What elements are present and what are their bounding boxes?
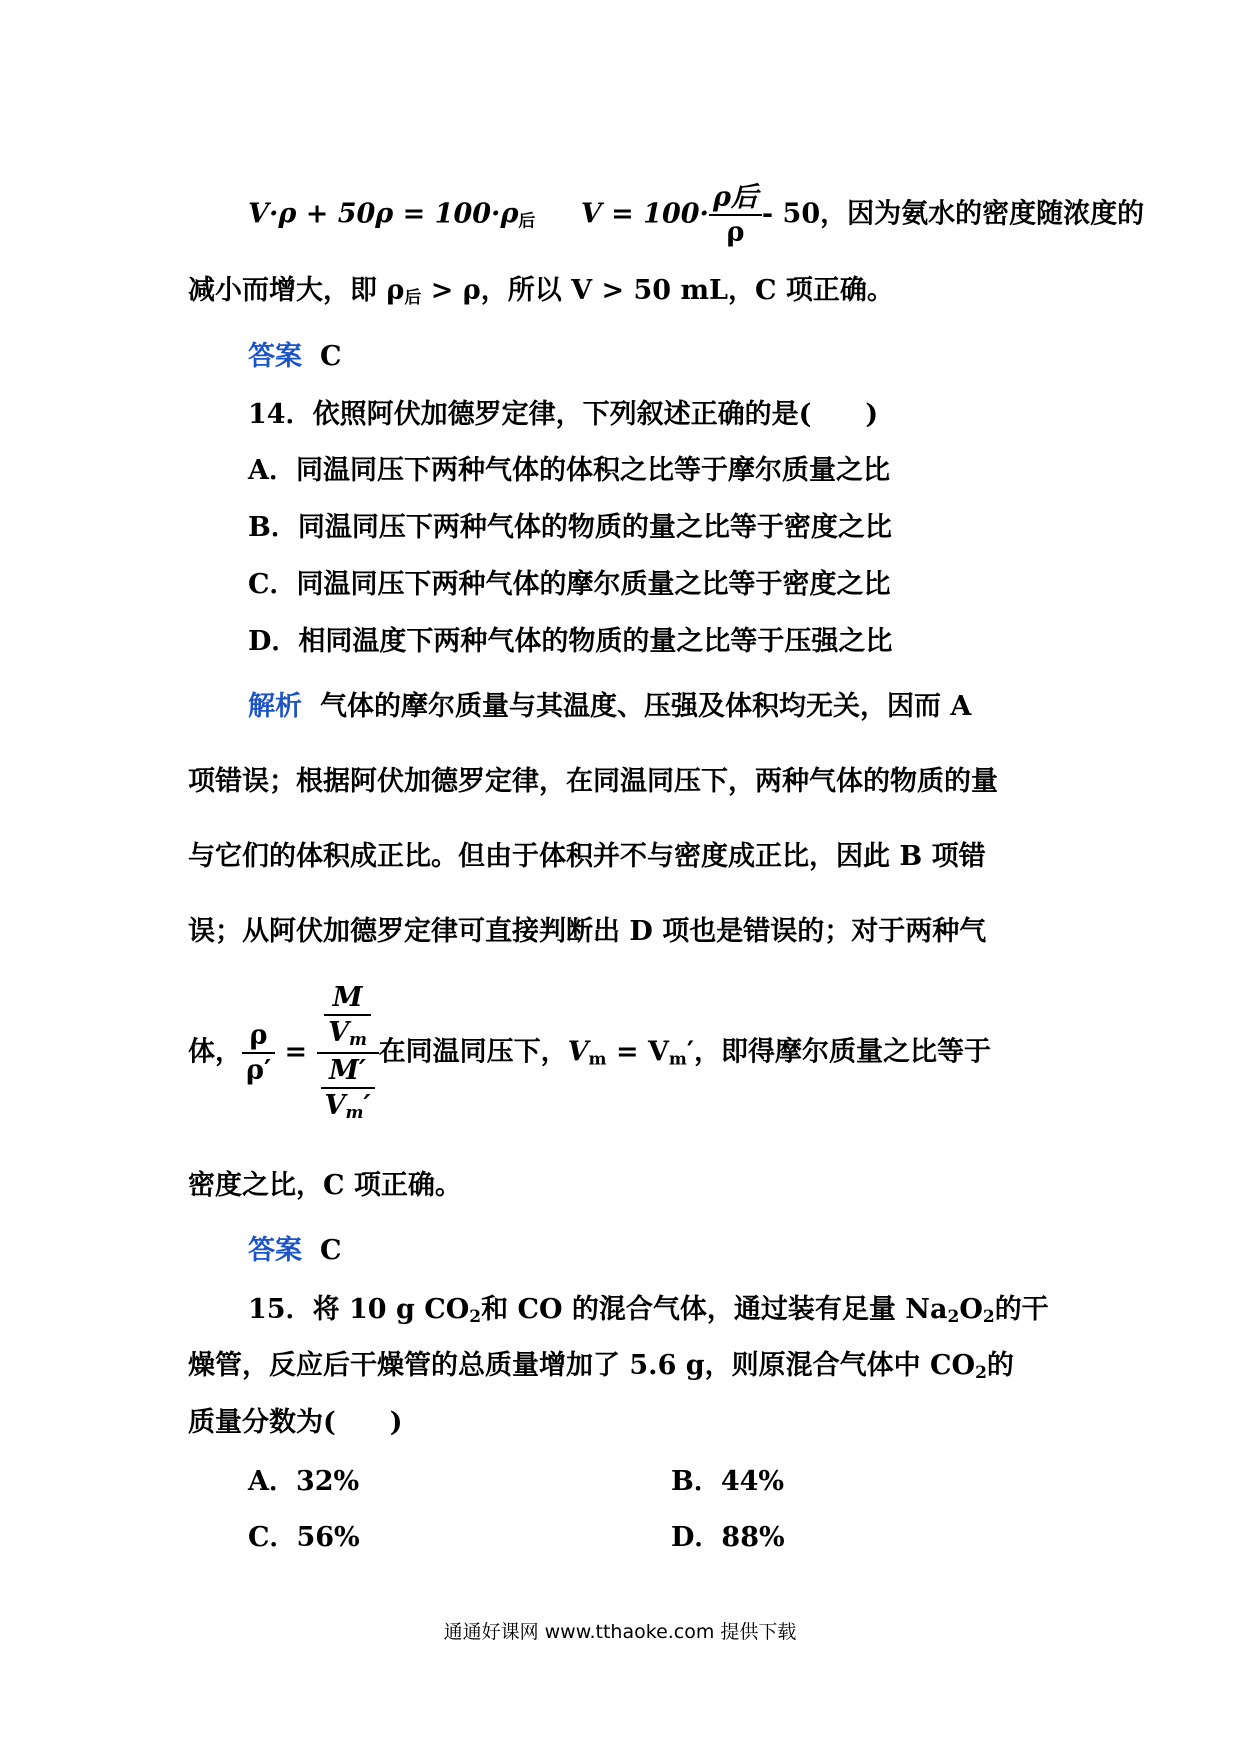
vm-eq-c: ′，即得摩尔质量之比等于 bbox=[686, 1036, 992, 1068]
molar-fraction bbox=[317, 984, 379, 1122]
question-14-option-a: A．同温同压下两种气体的体积之比等于摩尔质量之比 bbox=[248, 455, 890, 486]
line2-b: > ρ，所以 V > 50 mL，C 项正确。 bbox=[421, 275, 894, 306]
page-footer: 通通好课网 www.tthaoke.com 提供下载 bbox=[443, 1621, 797, 1643]
molar-num bbox=[317, 984, 379, 1054]
question-15-line-3: 质量分数为( ) bbox=[188, 1407, 403, 1438]
formula-sub-hou: 后 bbox=[518, 211, 536, 232]
m-over-vm bbox=[324, 984, 371, 1049]
answer-label-2: 答案 bbox=[248, 1235, 302, 1266]
line2-a: 减小而增大，即 ρ bbox=[188, 275, 405, 306]
question-15-line-2: 燥管，反应后干燥管的总质量增加了 5.6 g，则原混合气体中 $CO_2$的 bbox=[188, 1350, 1014, 1383]
paragraph-line bbox=[188, 273, 894, 316]
m-prime-letter: M′ bbox=[321, 1057, 375, 1089]
question-15-option-c: C．56% bbox=[248, 1522, 360, 1553]
analysis-line-1 bbox=[248, 689, 971, 725]
molar-den bbox=[317, 1054, 379, 1122]
question-14-option-c: C．同温同压下两种气体的摩尔质量之比等于密度之比 bbox=[248, 569, 891, 600]
formula-part3: - 50，因为氨水的密度随浓度的 bbox=[761, 198, 1145, 230]
question-15-option-b: B．44% bbox=[671, 1466, 785, 1497]
analysis-line-6: 密度之比，C 项正确。 bbox=[188, 1170, 462, 1201]
mprime-over-vmprime bbox=[321, 1057, 375, 1122]
vm-eq-b: = V bbox=[606, 1036, 669, 1068]
analysis-line5-mid: 在同温同压下， bbox=[378, 1036, 568, 1068]
analysis-line-2: 项错误；根据阿伏加德罗定律，在同温同压下，两种气体的物质的量 bbox=[188, 766, 998, 797]
analysis-line5-start: 体， bbox=[188, 1036, 242, 1068]
rho-fraction bbox=[242, 1022, 275, 1084]
analysis-label: 解析 bbox=[248, 691, 302, 722]
formula-part1: V·ρ + 50ρ = 100·ρ bbox=[248, 198, 519, 230]
formula-line bbox=[248, 184, 1144, 246]
m-letter: M bbox=[324, 984, 371, 1016]
answer-row bbox=[248, 339, 342, 375]
analysis-line-5: 体， $\frac{\rho}{\rho'}$ = $\frac{\frac{M}{V_m}}{\frac{M'}{V_m'}}$ 在同温同压下，$V_m = V_m'$，即得摩尔质量之比等于 bbox=[188, 982, 992, 1123]
vm-prime-letter: $V_m'$ bbox=[324, 1090, 371, 1123]
rho-den: ρ′ bbox=[246, 1055, 272, 1086]
line2-sub: 后 bbox=[404, 288, 422, 308]
answer-row-2 bbox=[248, 1233, 342, 1269]
question-14-option-d: D．相同温度下两种气体的物质的量之比等于压强之比 bbox=[248, 626, 893, 657]
analysis-line-4: 误；从阿伏加德罗定律可直接判断出 D 项也是错误的；对于两种气 bbox=[188, 916, 987, 947]
answer-value-2: C bbox=[320, 1235, 342, 1266]
question-15-option-d: D．88% bbox=[671, 1522, 785, 1553]
formula-fraction bbox=[709, 184, 762, 246]
analysis-line-3: 与它们的体积成正比。但由于体积并不与密度成正比，因此 B 项错 bbox=[188, 841, 986, 872]
fraction-denominator: ρ bbox=[726, 217, 745, 248]
vm-letter: $V_m$ bbox=[328, 1017, 368, 1050]
question-14-option-b: B．同温同压下两种气体的物质的量之比等于密度之比 bbox=[248, 512, 892, 543]
answer-value: C bbox=[320, 341, 342, 372]
question-14-stem: 14．依照阿伏加德罗定律，下列叙述正确的是( ) bbox=[248, 399, 879, 430]
analysis-text-1: 气体的摩尔质量与其温度、压强及体积均无关，因而 A bbox=[320, 691, 972, 722]
rho-num: ρ bbox=[242, 1022, 275, 1054]
fraction-numerator: ρ后 bbox=[709, 184, 762, 216]
question-15-option-a: A．32% bbox=[248, 1466, 360, 1497]
answer-label: 答案 bbox=[248, 341, 302, 372]
question-15-line-1: 15．将 10 g $CO_2$和 CO 的混合气体，通过装有足量 $Na_2O_2$的干 bbox=[248, 1294, 1049, 1327]
formula-part2: V = 100· bbox=[580, 198, 709, 230]
equals-sign: = bbox=[284, 1036, 308, 1068]
vm-eq-a: V bbox=[567, 1036, 589, 1068]
